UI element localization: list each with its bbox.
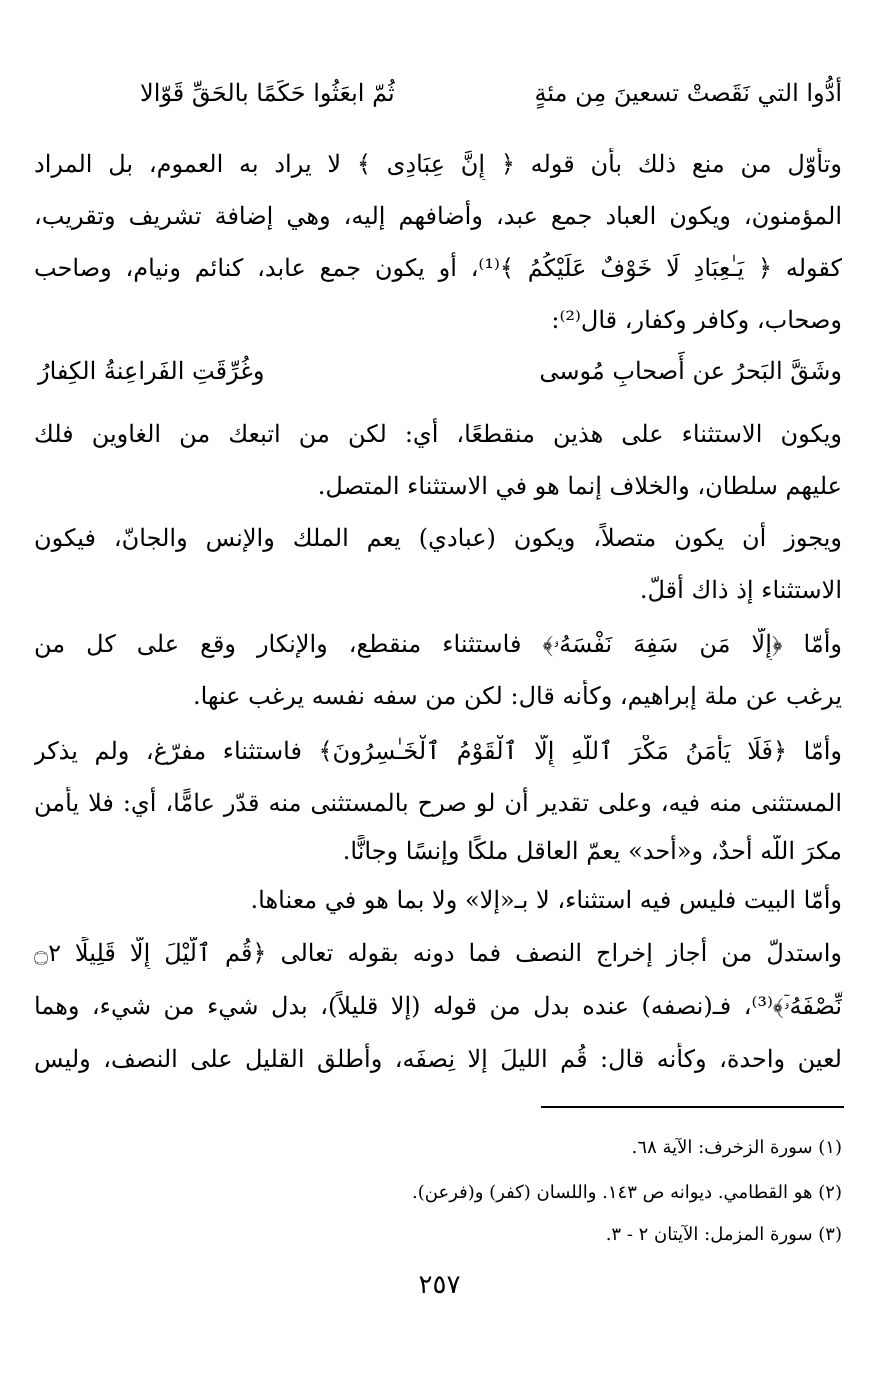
text-line: يرغب عن ملة إبراهيم، وكأنه قال: لكن من سفه نفسه يرغب عنها. bbox=[192, 682, 842, 710]
text-line: ويكون الاستثناء على هذين منقطعًا، أي: لكن من اتبعك من الغاوين فلك bbox=[34, 420, 842, 448]
text-line: وأمّا ﴿إِلَّا مَن سَفِهَ نَفْسَهُۥ﴾ فاستثناء منقطع، والإنكار وقع على كل من bbox=[34, 630, 842, 658]
verse-middle-right-hemistich: وشَقَّ البَحرُ عن أَصحابِ مُوسى bbox=[539, 357, 842, 385]
text-line: مكرَ اللّه أحدٌ، و«أحد» يعمّ العاقل ملكًا وإنسًا وجانًّا. bbox=[342, 837, 842, 865]
text-line: وتأوّل من منع ذلك بأن قوله ﴿ إِنَّ عِبَادِى ﴾ لا يراد به العموم، بل المراد bbox=[34, 150, 842, 178]
footnote-separator bbox=[541, 1106, 844, 1108]
text-line: وأمّا البيت فليس فيه استثناء، لا بـ«إلا» ولا بما هو في معناها. bbox=[250, 886, 842, 914]
text-line: واستدلّ من أجاز إخراج النصف فما دونه بقوله تعالى ﴿قُمِ ٱلَّيْلَ إِلَّا قَلِيلًا ۝٢ bbox=[34, 939, 842, 967]
text-line: عليهم سلطان، والخلاف إنما هو في الاستثناء المتصل. bbox=[317, 472, 842, 500]
footnote: (٢) هو القطامي. ديوانه ص ١٤٣. واللسان (كفر) و(فرعن). bbox=[412, 1182, 842, 1203]
page-number: ٢٥٧ bbox=[418, 1270, 461, 1300]
text-line: وصحاب، وكافر وكفار، قال⁽²⁾: bbox=[551, 306, 842, 334]
text-line: ويجوز أن يكون متصلاً، ويكون (عبادي) يعم الملك والإنس والجانّ، فيكون bbox=[34, 524, 842, 552]
verse-top-right-hemistich: أدُّوا التي نَقَصتْ تسعينَ مِن مئةٍ bbox=[534, 79, 842, 107]
text-line: المؤمنون، ويكون العباد جمع عبد، وأضافهم إليه، وهي إضافة تشريف وتقريب، bbox=[34, 202, 842, 230]
text-line: الاستثناء إذ ذاك أقلّ. bbox=[639, 576, 842, 604]
footnote: (٣) سورة المزمل: الآيتان ٢ - ٣. bbox=[605, 1224, 842, 1245]
footnote: (١) سورة الزخرف: الآية ٦٨. bbox=[631, 1137, 842, 1158]
text-line: المستثنى منه فيه، وعلى تقدير أن لو صرح بالمستثنى منه قدّر عامًّا، أي: فلا يأمن bbox=[34, 789, 842, 817]
text-line: وأمّا ﴿فَلَا يَأْمَنُ مَكْرَ ٱللَّهِ إِلَّا ٱلْقَوْمُ ٱلْخَـٰسِرُونَ﴾ فاستثناء مفرّغ، ولم يذكر bbox=[34, 737, 842, 765]
text-line: لعين واحدة، وكأنه قال: قُم الليلَ إلا نِصفَه، وأطلق القليل على النصف، وليس bbox=[34, 1045, 842, 1073]
text-line: كقوله ﴿ يَـٰعِبَادِ لَا خَوْفٌ عَلَيْكُمُ ﴾⁽¹⁾، أو يكون جمع عابد، كنائم ونيام، وصاحب bbox=[34, 254, 842, 282]
verse-top-left-hemistich: ثُمّ ابعَثُوا حَكَمًا بالحَقِّ قَوّالا bbox=[140, 79, 395, 107]
text-line: نِّصْفَهُۥٓ﴾⁽³⁾، فـ(نصفه) عنده بدل من قوله (إلا قليلاً)، بدل شيء من شيء، وهما bbox=[34, 992, 842, 1020]
verse-middle-left-hemistich: وغُرِّقَتِ الفَراعِنةُ الكِفارُ bbox=[38, 357, 265, 385]
